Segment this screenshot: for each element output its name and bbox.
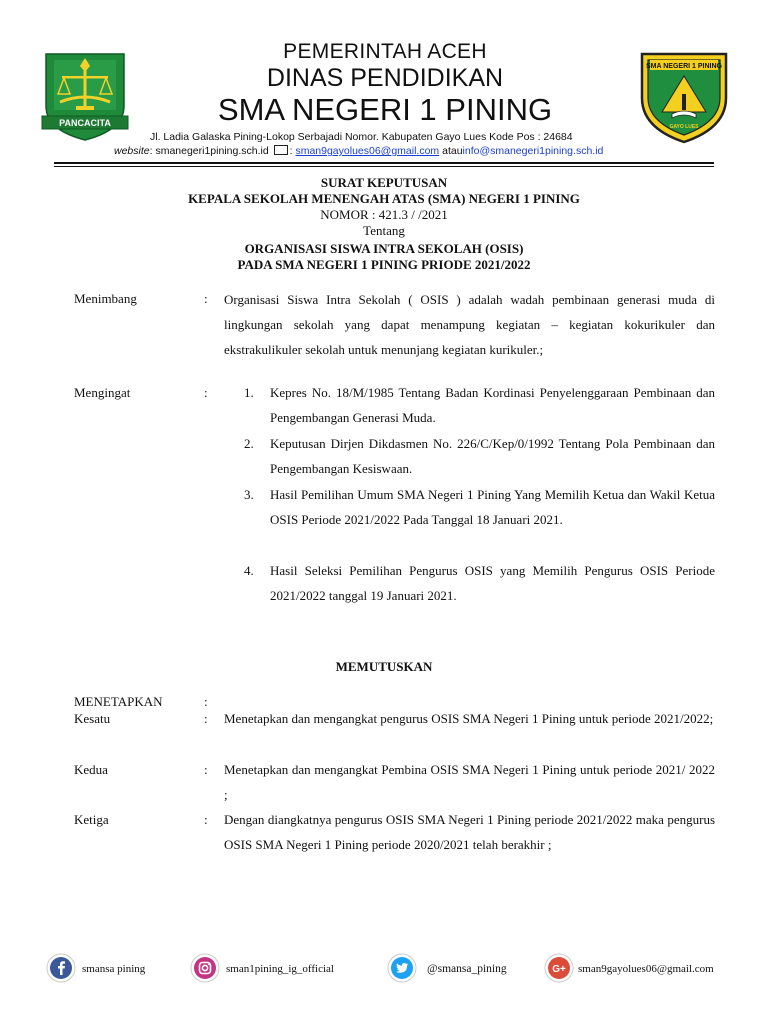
kedua-colon: : bbox=[204, 762, 208, 777]
mengingat-item-num: 1. bbox=[244, 385, 254, 400]
envelope-icon bbox=[274, 145, 288, 155]
footer-facebook[interactable] bbox=[46, 953, 166, 987]
menimbang-text: Organisasi Siswa Intra Sekolah ( OSIS ) adalah wadah pembinaan generasi muda di lingkungan sekolah yang dapat menampung kegiatan – kegiatan kokurikuler dan ekstrakulikuler sekolah untuk menunjang kegiatan kurikuler.; bbox=[224, 292, 715, 357]
menetapkan-label: MENETAPKAN bbox=[74, 694, 163, 709]
memutuskan-heading: MEMUTUSKAN bbox=[335, 659, 433, 674]
address-block bbox=[114, 131, 670, 158]
footer-instagram[interactable] bbox=[190, 953, 370, 987]
website-value: : smanegeri1pining.sch.id bbox=[149, 145, 269, 157]
letterhead bbox=[140, 40, 630, 128]
ketiga-colon: : bbox=[204, 812, 208, 827]
doc-number: NOMOR : 421.3 / /2021 bbox=[320, 207, 448, 222]
email-link[interactable]: sman9gayolues06@gmail.com bbox=[295, 145, 440, 157]
address-line: Jl. Ladia Galaska Pining-Lokop Serbajadi Nomor. Kabupaten Gayo Lues Kode Pos : 24684 bbox=[150, 131, 573, 143]
logo-left-text: PANCACITA bbox=[59, 118, 111, 128]
mengingat-item-num: 2. bbox=[244, 436, 254, 451]
logo-right-text: SMA NEGERI 1 PINING bbox=[646, 63, 722, 70]
facebook-handle: smansa pining bbox=[82, 963, 146, 975]
email-alt-prefix: atau bbox=[442, 145, 463, 157]
logo-right-sub: GAYO LUES bbox=[669, 124, 699, 130]
ketiga-label: Ketiga bbox=[74, 812, 109, 827]
doc-type: SURAT KEPUTUSAN bbox=[320, 175, 448, 190]
instagram-icon bbox=[190, 953, 220, 983]
doc-subject-2: PADA SMA NEGERI 1 PINING PRIODE 2021/2022 bbox=[237, 257, 531, 272]
website-label: website bbox=[114, 145, 150, 157]
kedua-label: Kedua bbox=[74, 762, 108, 777]
menimbang-label: Menimbang bbox=[74, 291, 137, 306]
mengingat-colon: : bbox=[204, 385, 208, 400]
twitter-icon bbox=[387, 953, 417, 983]
doc-about: Tentang bbox=[363, 223, 405, 238]
letterhead-government: PEMERINTAH ACEH bbox=[283, 40, 487, 63]
doc-issuer: KEPALA SEKOLAH MENENGAH ATAS (SMA) NEGERI 1 PINING bbox=[188, 191, 580, 206]
mengingat-item-text: Keputusan Dirjen Dikdasmen No. 226/C/Kep/0/1992 Tentang Pola Pembinaan dan Pengembangan Kesiswaan. bbox=[270, 436, 715, 476]
menetapkan-colon: : bbox=[204, 694, 208, 709]
letterhead-school: SMA NEGERI 1 PINING bbox=[217, 92, 553, 127]
instagram-handle: sman1pining_ig_official bbox=[226, 963, 334, 975]
pemerintah-aceh-logo bbox=[40, 46, 130, 142]
email-alt-link[interactable]: info@smanegeri1pining.sch.id bbox=[462, 145, 604, 157]
google-email: sman9gayolues06@gmail.com bbox=[578, 963, 714, 975]
header-divider-thin bbox=[54, 166, 714, 167]
letterhead-department: DINAS PENDIDIKAN bbox=[266, 64, 504, 92]
mengingat-item-text: Hasil Pemilihan Umum SMA Negeri 1 Pining Yang Memilih Ketua dan Wakil Ketua OSIS Periode 2021/2022 Pada Tanggal 18 Januari 2021. bbox=[270, 487, 715, 527]
google-plus-icon bbox=[544, 953, 574, 983]
footer-google[interactable] bbox=[544, 953, 744, 987]
mengingat-label: Mengingat bbox=[74, 385, 131, 400]
doc-subject-1: ORGANISASI SISWA INTRA SEKOLAH (OSIS) bbox=[244, 241, 524, 256]
mengingat-item-text: Hasil Seleksi Pemilihan Pengurus OSIS yang Memilih Pengurus OSIS Periode 2021/2022 tanggal 19 Januari 2021. bbox=[270, 563, 715, 603]
header-divider-thick bbox=[54, 162, 714, 164]
kesatu-colon: : bbox=[204, 711, 208, 726]
footer-twitter[interactable] bbox=[387, 953, 537, 987]
mengingat-item-text: Kepres No. 18/M/1985 Tentang Badan Kordinasi Penyelenggaraan Pembinaan dan Pengembangan Generasi Muda. bbox=[270, 385, 715, 425]
twitter-handle: @smansa_pining bbox=[427, 963, 507, 975]
facebook-icon bbox=[46, 953, 76, 983]
email-separator: : bbox=[289, 145, 293, 157]
menimbang-colon: : bbox=[204, 291, 208, 306]
mengingat-item-num: 3. bbox=[244, 487, 254, 502]
kedua-text: Menetapkan dan mengangkat Pembina OSIS SMA Negeri 1 Pining untuk periode 2021/ 2022 ; bbox=[224, 762, 715, 802]
kesatu-text: Menetapkan dan mengangkat pengurus OSIS SMA Negeri 1 Pining untuk periode 2021/2022; bbox=[224, 711, 714, 726]
contact-line bbox=[114, 144, 670, 158]
svg-text:G+: G+ bbox=[552, 964, 566, 975]
kesatu-label: Kesatu bbox=[74, 711, 111, 726]
mengingat-item-num: 4. bbox=[244, 563, 254, 578]
ketiga-text: Dengan diangkatnya pengurus OSIS SMA Negeri 1 Pining periode 2021/2022 maka pengurus OSIS SMA Negeri 1 Pining periode 2020/2021 telah berakhir ; bbox=[224, 812, 715, 852]
